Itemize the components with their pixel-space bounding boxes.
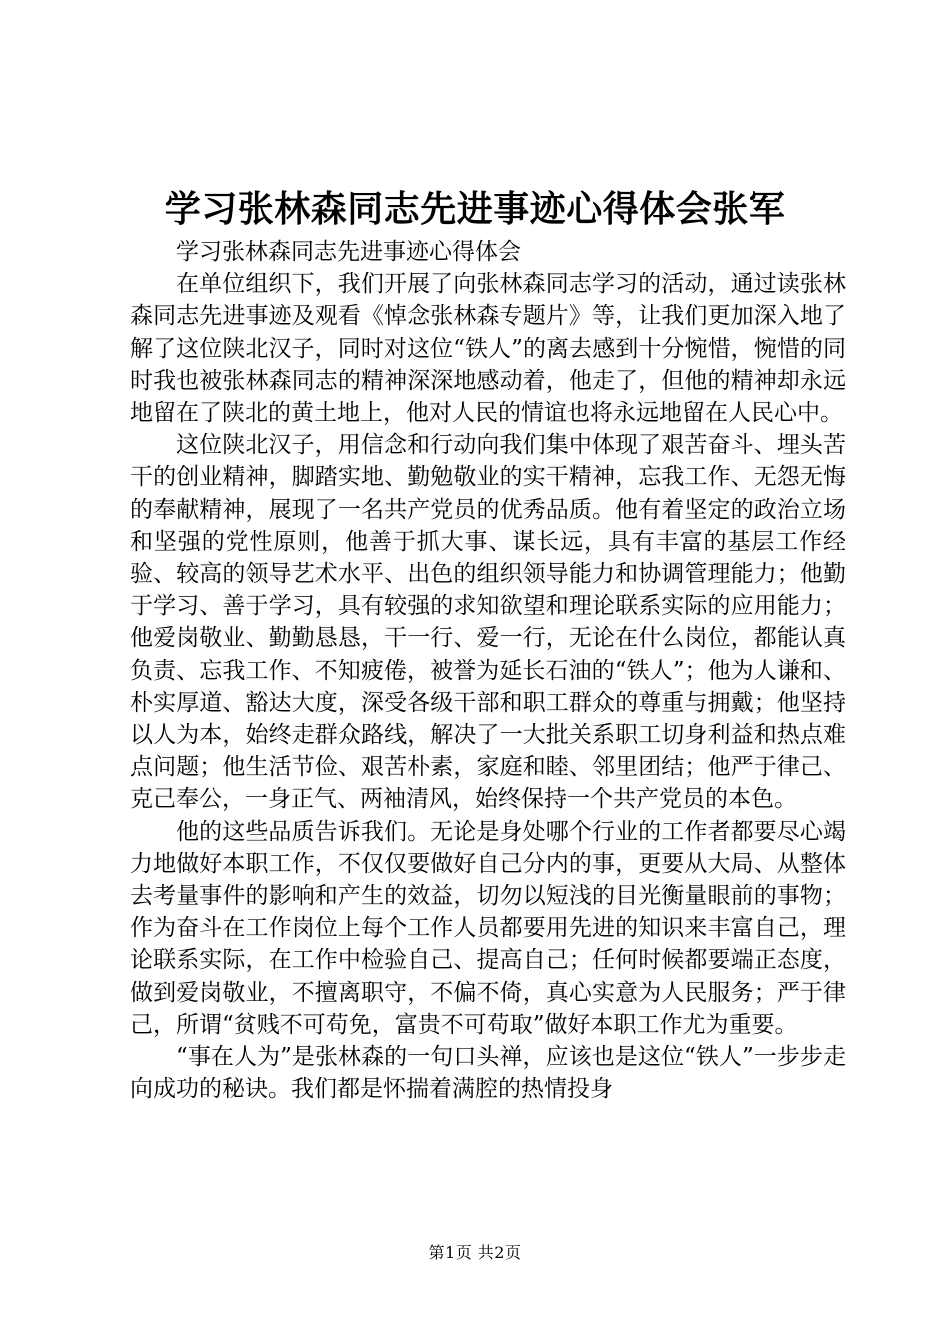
paragraph-1: 在单位组织下，我们开展了向张林森同志学习的活动，通过读张林森同志先进事迹及观看《悼念张林森专题片》等，让我们更加深入地了解了这位陕北汉子，同时对这位“铁人”的离去感到十分惋惜，惋惜的同时我也被张林森同志的精神深深地感动着，他走了，但他的精神却永远地留在了陕北的黄土地上，他对人民的情谊也将永远地留在人民心中。 xyxy=(130,271,846,427)
paragraph-2: 这位陕北汉子，用信念和行动向我们集中体现了艰苦奋斗、埋头苦干的创业精神，脚踏实地、勤勉敬业的实干精神，忘我工作、无怨无悔的奉献精神，展现了一名共产党员的优秀品质。他有着坚定的政治立场和坚强的党性原则，他善于抓大事、谋长远，具有丰富的基层工作经验、较高的领导艺术水平、出色的组织领导能力和协调管理能力；他勤于学习、善于学习，具有较强的求知欲望和理论联系实际的应用能力；他爱岗敬业、勤勤恳恳，干一行、爱一行，无论在什么岗位，都能认真负责、忘我工作、不知疲倦，被誉为延长石油的“铁人”；他为人谦和、朴实厚道、豁达大度，深受各级干部和职工群众的尊重与拥戴；他坚持以人为本，始终走群众路线，解决了一大批关系职工切身利益和热点难点问题；他生活节俭、艰苦朴素，家庭和睦、邻里团结；他严于律己、克己奉公，一身正气、两袖清风，始终保持一个共产党员的本色。 xyxy=(130,432,846,813)
paragraph-4: “事在人为”是张林森的一句口头禅，应该也是这位“铁人”一步步走向成功的秘诀。我们都是怀揣着满腔的热情投身 xyxy=(130,1044,846,1103)
paragraph-3: 他的这些品质告诉我们。无论是身处哪个行业的工作者都要尽心竭力地做好本职工作，不仅仅要做好自己分内的事，更要从大局、从整体去考量事件的影响和产生的效益，切勿以短浅的目光衡量眼前的事物；作为奋斗在工作岗位上每个工作人员都要用先进的知识来丰富自己，理论联系实际，在工作中检验自己、提高自己；任何时候都要端正态度，做到爱岗敬业，不擅离职守，不偏不倚，真心实意为人民服务；严于律己，所谓“贫贱不可苟免，富贵不可苟取”做好本职工作尤为重要。 xyxy=(130,818,846,1038)
document-body xyxy=(130,236,846,1105)
document-subtitle: 学习张林森同志先进事迹心得体会 xyxy=(176,239,521,265)
document-title: 学习张林森同志先进事迹心得体会张军 xyxy=(164,188,786,230)
page-footer: 第1页 共2页 xyxy=(428,1243,522,1262)
